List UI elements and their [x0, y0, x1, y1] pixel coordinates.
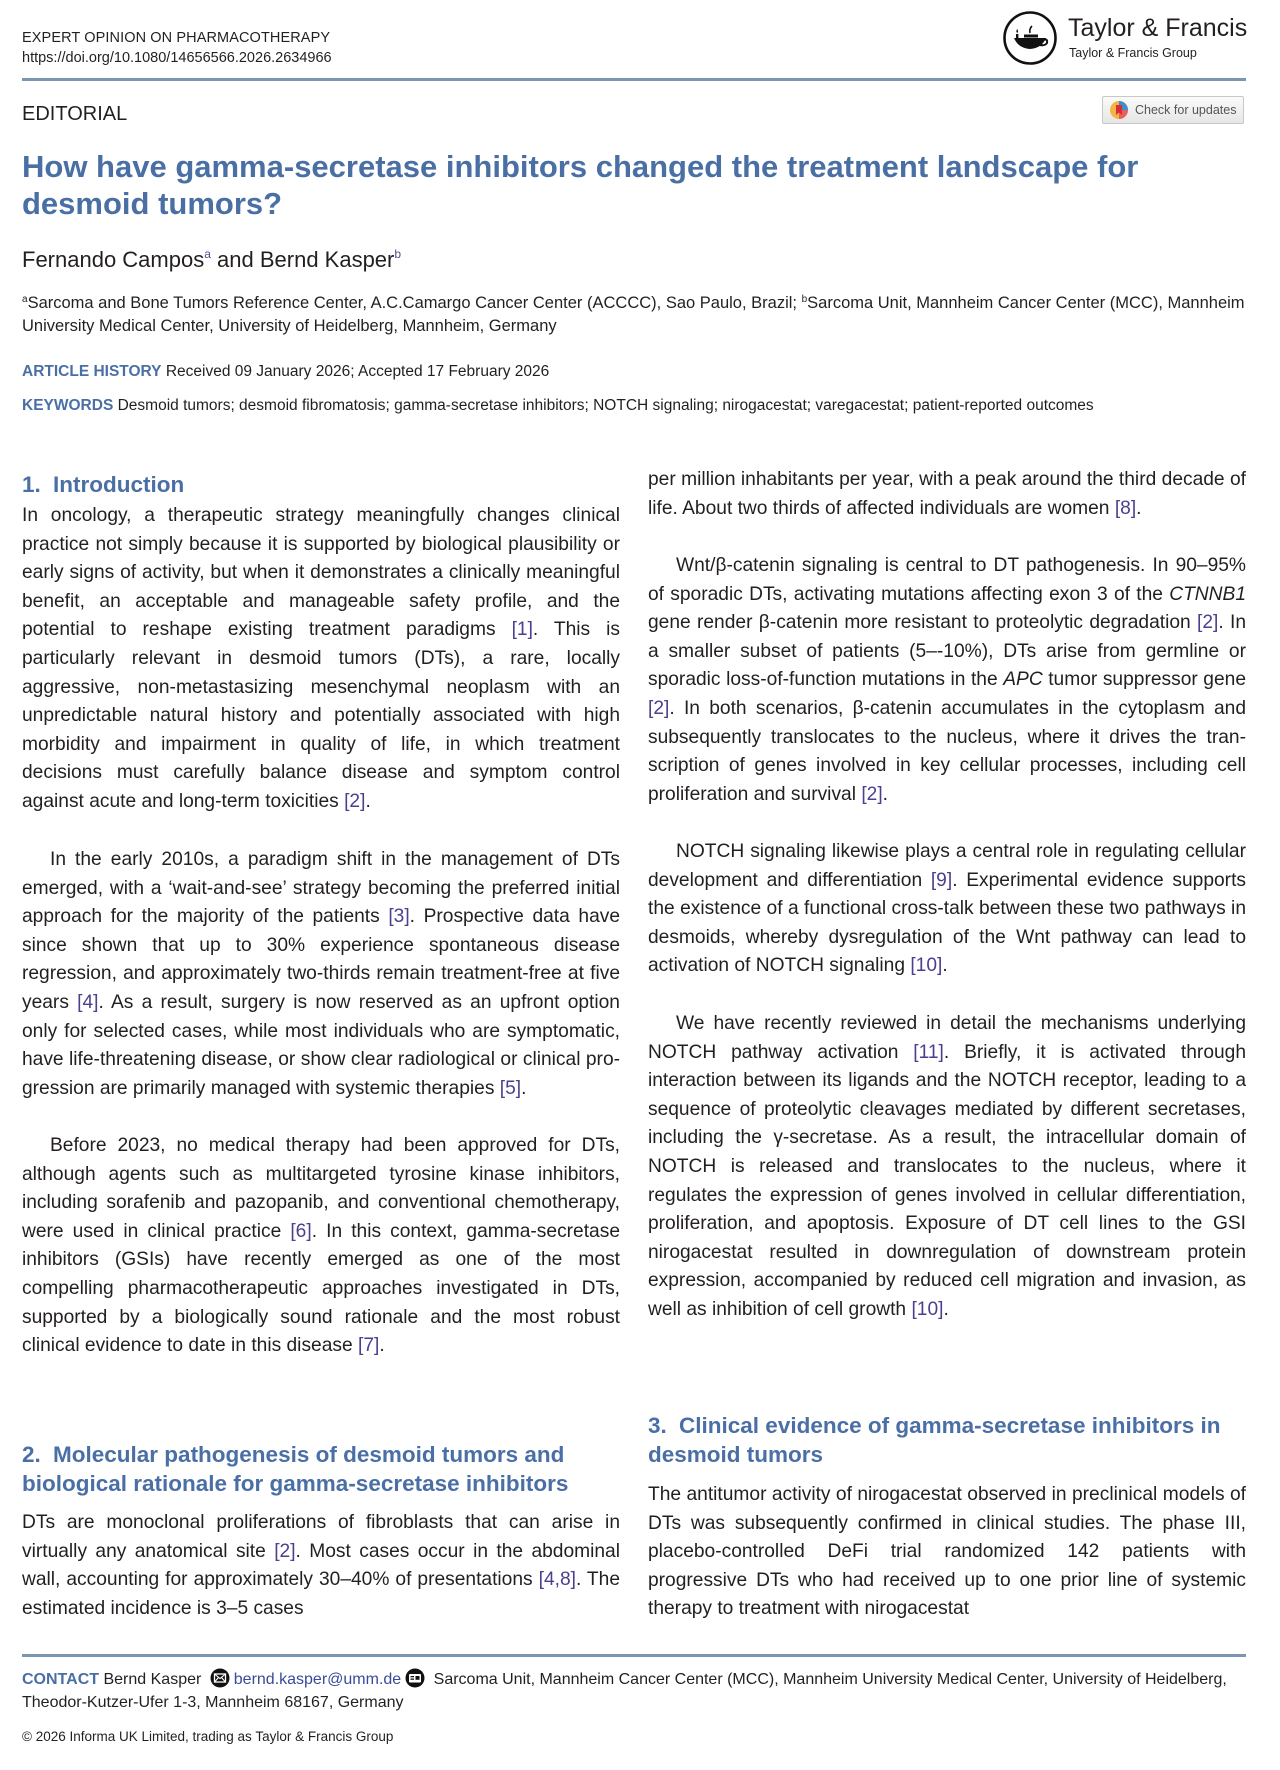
citation-link[interactable]: [7] [357, 1335, 380, 1357]
citation-link[interactable]: [8] [1114, 497, 1137, 519]
text-run: . [1136, 497, 1142, 519]
address-card-icon [405, 1668, 425, 1688]
section-heading-introduction [22, 470, 620, 499]
gene-name: APC [1003, 669, 1043, 691]
affiliation-mark: b [801, 294, 808, 305]
text-run: . Experimental evidence supports the existence of a functional cross-talk between these two pathways in desmoids, whereby dysregulation of the Wnt pathway can lead to activation of NOTCH signaling [648, 869, 1246, 977]
check-updates-label: Check for updates [1135, 103, 1237, 117]
text-run: Before 2023, no medical therapy had been approved for DTs, although agents such as multitargeted tyrosine kinase inhibitors, including sorafenib and pazopanib, and conventional chemotherapy, were used in clinical practice [22, 1135, 620, 1242]
contact-email-link[interactable]: bernd.kasper@umm.de [233, 1671, 402, 1688]
text-run: . Briefly, it is activated through interaction between its ligands and the NOTCH receptor, leading to a sequence of proteolytic cleavages mediated by different secretases, including the γ-secretase. As a result, the intracellular domain of NOTCH is released and translocates to the nucleus, where it regulates the expression of genes involved in cellular differentiation, proliferation, and apoptosis. Exposure of DT cell lines to the GSI nirogacestat resulted in downregulation of downstream protein expression, accompanied by reduced cell migration and invasion, as well as inhibition of cell growth [648, 1041, 1247, 1320]
text-run: The antitumor activity of nirogacestat observed in preclinical models of DTs was subsequently confirmed in clinical studies. The phase III, placebo-controlled DeFi trial randomized 142 patients with progressive DTs who had received up to one prior line of systemic therapy to treatment with nirogacestat [648, 1484, 1246, 1620]
header-divider [22, 78, 1246, 81]
copyright: © 2026 Informa UK Limited, trading as Taylor & Francis Group [22, 1729, 394, 1744]
text-run: per million inhabitants per year, with a peak around the third decade of life. About two thirds of affected individuals are women [648, 469, 1246, 519]
publisher-branding [1002, 8, 1246, 68]
text-run: . This is particularly relevant in desmoid tumors (DTs), a rare, locally aggressive, non-metastasizing mesenchymal neoplasm with an unpredictable natural history and potentially associated with high morbidity and impairment in quality of life, in which treatment decisions must carefully balance disease and symptom control against acute and long-term toxicities [22, 619, 620, 812]
contact-info [22, 1668, 1246, 1714]
citation-link[interactable]: [11] [913, 1041, 944, 1063]
citation-link[interactable]: [2] [1197, 612, 1219, 634]
citation-link[interactable]: [4,8] [538, 1569, 576, 1591]
history-text: Received 09 January 2026; Accepted 17 February 2026 [161, 363, 550, 380]
journal-name: EXPERT OPINION ON PHARMACOTHERAPY [22, 30, 331, 46]
affiliation-mark[interactable]: a [204, 247, 211, 261]
journal-header [22, 28, 332, 68]
citation-link[interactable]: [6] [290, 1220, 312, 1242]
affiliation-text: Sarcoma Unit, Mannheim Cancer Center (MCC), Mannheim University Medical Center, University of Heidelberg, Mannheim, Germany [22, 294, 1245, 335]
text-run: . Prospective data have since shown that up to 30% experience spontaneous disease regression, and approximately two-thirds remain treatment-free at five years [22, 906, 621, 1013]
publisher-group: Taylor & Francis Group [1069, 46, 1197, 60]
publisher-name: Taylor & Francis [1068, 14, 1248, 42]
contact-name: Bernd Kasper [99, 1671, 206, 1688]
article-history [22, 362, 549, 382]
paragraph [22, 1132, 620, 1361]
check-for-updates-button[interactable] [1102, 96, 1244, 124]
article-type: EDITORIAL [22, 103, 128, 125]
lamp-logo-icon [1002, 10, 1058, 66]
text-run: . [942, 955, 948, 977]
article-title: How have gamma-secretase inhibitors changed the treatment landscape for desmoid tumors? [22, 149, 1139, 221]
text-run: . [882, 783, 888, 805]
paragraph [648, 1481, 1246, 1624]
text-run: . The estimated incidence is 3–5 cases [22, 1569, 620, 1619]
citation-link[interactable]: [2] [861, 783, 883, 805]
text-run: In the early 2010s, a paradigm shift in the management of DTs emerged, with a ‘wait-and-see’ strategy becoming the preferred initial approach for the majority of the patients [22, 849, 620, 928]
citation-link[interactable]: [10] [911, 1298, 944, 1320]
paragraph [648, 838, 1246, 981]
text-run: In oncology, a therapeutic strategy meaningfully changes clinical practice not simply because it is supported by biological plausibility or early signs of activity, but when it demonstrates a clinically meaningful benefit, an acceptable and manageable safety profile, and the potential to reshape existing treatment paradigms [22, 505, 620, 641]
section-number: 3. [648, 1413, 667, 1438]
paragraph [22, 1509, 620, 1623]
author-name[interactable]: Bernd Kasper [259, 247, 395, 272]
text-run: . In a smaller subset of patients (5–-10%), DTs arise from germline or sporadic loss-of-function mutations in the [648, 612, 1246, 691]
section-heading-clinical-evidence [648, 1411, 1246, 1469]
paragraph [648, 552, 1246, 809]
author-joiner: and [210, 247, 260, 272]
keywords [22, 396, 1094, 416]
text-run: DTs are monoclonal proliferations of fibroblasts that can arise in virtually any anatomical site [22, 1512, 620, 1562]
citation-link[interactable]: [2] [648, 697, 670, 719]
text-run: Wnt/β-catenin signaling is central to DT pathogenesis. In 90–95% of sporadic DTs, activating mutations affecting exon 3 of the [648, 555, 1246, 605]
affiliation-mark[interactable]: b [394, 247, 402, 261]
text-run: . In this context, gamma-secretase inhibitors (GSIs) have recently emerged as one of the most compelling pharmacotherapeutic approaches investigated in DTs, supported by a biologically sound rationale and the most robust clinical evidence to date in this disease [22, 1220, 620, 1357]
contact-address: Sarcoma Unit, Mannheim Cancer Center (MCC), Mannheim University Medical Center, University of Heidelberg, Theodor-Kutzer-Ufer 1-3, Mannheim 68167, Germany [22, 1671, 1227, 1711]
citation-link[interactable]: [2] [274, 1540, 296, 1562]
section-title: Introduction [53, 472, 185, 497]
keywords-label: KEYWORDS [22, 397, 114, 414]
text-run: NOTCH signaling likewise plays a central role in regulating cellular development and differentiation [648, 841, 1246, 891]
section-heading-molecular-pathogenesis [22, 1440, 620, 1498]
citation-link[interactable]: [9] [930, 869, 953, 891]
text-run: . In both scenarios, β-catenin accumulates in the cytoplasm and subsequently translocates to the nucleus, where it drives the transcription of genes involved in key cellular processes, including cell proliferation and survival [648, 697, 1246, 805]
text-run: . [521, 1077, 527, 1099]
text-run: . As a result, surgery is now reserved as an upfront option only for selected cases, while most individuals who are symptomatic, have life-threatening disease, or show clear radiological or clinical progression are primarily managed with systemic therapies [22, 991, 620, 1099]
citation-link[interactable]: [3] [388, 906, 410, 928]
text-run: . [943, 1298, 949, 1320]
affiliations [22, 288, 1246, 338]
affiliation-mark: a [22, 294, 28, 305]
envelope-icon [210, 1668, 230, 1688]
text-run: tumor suppressor gene [1042, 669, 1246, 691]
section-title: Molecular pathogenesis of desmoid tumors and biological rationale for gamma-secretase inhibitors [22, 1442, 569, 1496]
text-run: . Most cases occur in the abdominal wall, accounting for approximately 30–40% of presentations [22, 1540, 620, 1591]
section-number: 2. [22, 1442, 41, 1467]
citation-link[interactable]: [2] [344, 790, 366, 812]
paragraph [648, 1010, 1246, 1325]
footer-divider [22, 1654, 1246, 1657]
keywords-text: Desmoid tumors; desmoid fibromatosis; gamma-secretase inhibitors; NOTCH signaling; nirogacestat; varegacestat; patient-reported outcomes [113, 397, 1094, 414]
paragraph [648, 466, 1246, 523]
affiliation-text: Sarcoma and Bone Tumors Reference Center, A.C.Camargo Cancer Center (ACCCC), Sao Paulo, Brazil; [27, 294, 802, 312]
gene-name: CTNNB1 [1169, 583, 1246, 605]
citation-link[interactable]: [1] [511, 619, 533, 641]
paragraph [22, 502, 620, 817]
author-list [22, 240, 401, 274]
section-title: Clinical evidence of gamma-secretase inhibitors in desmoid tumors [648, 1413, 1221, 1467]
text-run: We have recently reviewed in detail the mechanisms underlying NOTCH pathway activation [648, 1013, 1246, 1063]
author-name[interactable]: Fernando Campos [22, 247, 205, 272]
section-number: 1. [22, 472, 41, 497]
citation-link[interactable]: [10] [910, 955, 943, 977]
contact-label: CONTACT [22, 1671, 100, 1688]
citation-link[interactable]: [5] [499, 1077, 522, 1099]
text-run: . [365, 790, 371, 812]
check-updates-icon [1109, 100, 1129, 120]
paragraph [22, 846, 620, 1103]
citation-link[interactable]: [4] [77, 991, 99, 1013]
text-run: gene render β-catenin more resistant to proteolytic degradation [648, 612, 1197, 634]
text-run: . [379, 1335, 385, 1357]
doi-link[interactable]: https://doi.org/10.1080/14656566.2026.2634966 [22, 50, 332, 66]
history-label: ARTICLE HISTORY [22, 363, 162, 380]
